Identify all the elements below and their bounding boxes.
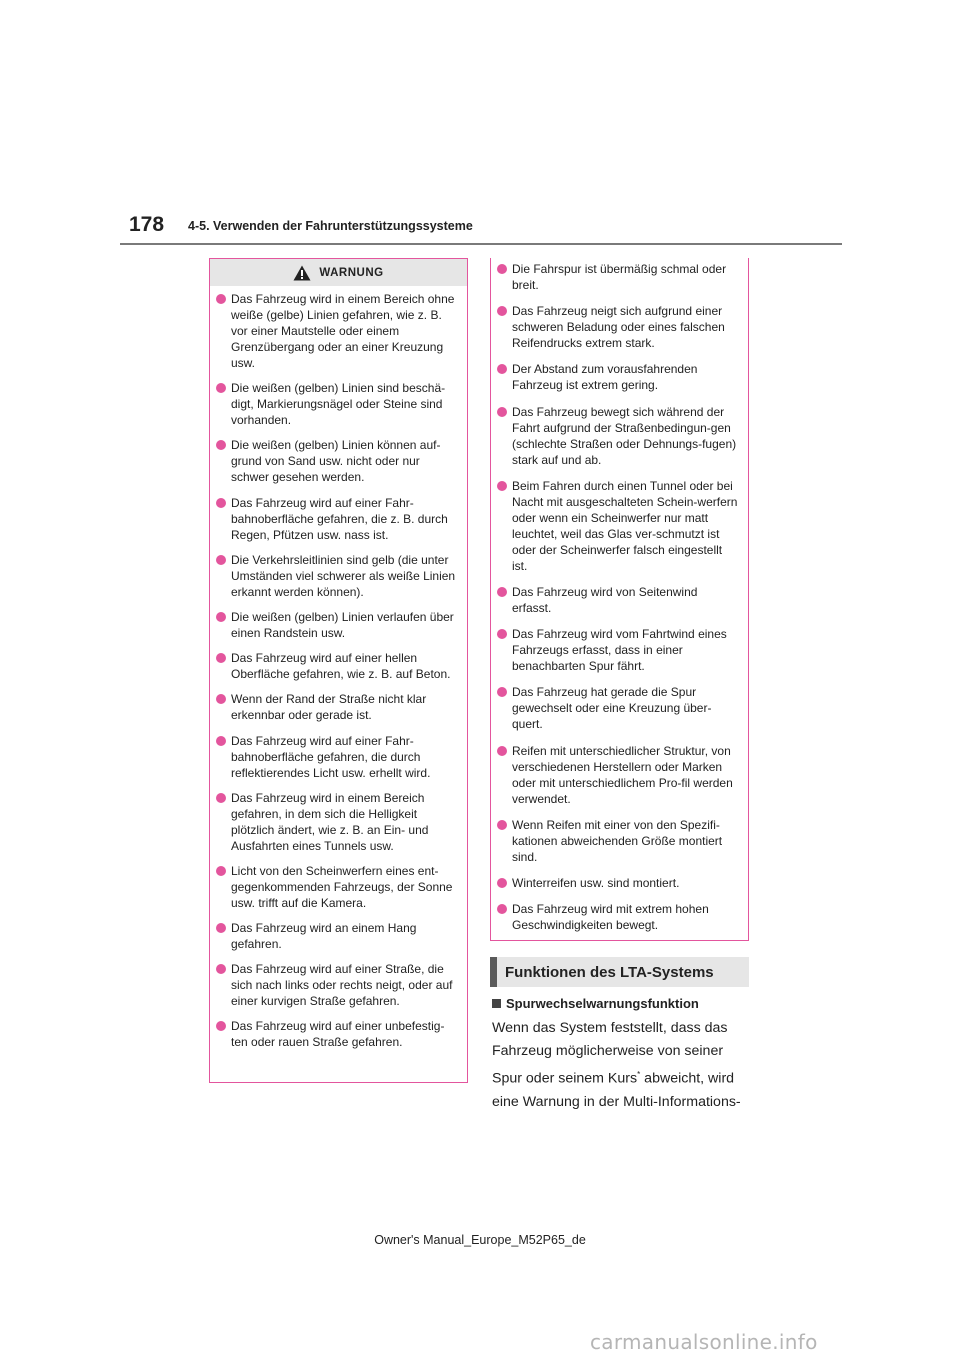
warning-item-text: Die Fahrspur ist übermäßig schmal oder breit. [512, 262, 727, 292]
heading-bar [490, 957, 497, 987]
warning-item [497, 743, 740, 807]
warning-list [210, 286, 467, 1050]
warning-item [497, 303, 740, 351]
warning-item [216, 1018, 459, 1050]
warning-item-text: Licht von den Scheinwerfern eines ent-gegenkommenden Fahrzeugs, der Sonne usw. trifft auf die Kamera. [231, 863, 453, 910]
bullet-dot-icon [497, 264, 507, 274]
warning-item [216, 691, 459, 723]
bullet-dot-icon [216, 612, 226, 622]
warning-item [497, 478, 740, 574]
subheading-text: Spurwechselwarnungsfunktion [506, 996, 699, 1011]
warning-item-text: Reifen mit unterschiedlicher Struktur, von verschiedenen Herstellern oder Marken oder mit unterschiedlichem Pro-fil werden verwendet. [512, 743, 733, 806]
warning-item-text: Die weißen (gelben) Linien können auf-grund von Sand usw. nicht oder nur schwer gesehen werden. [231, 438, 441, 485]
warning-item [216, 961, 459, 1009]
footnote-mark: * [637, 1070, 641, 1079]
bullet-dot-icon [216, 866, 226, 876]
bullet-dot-icon [216, 694, 226, 704]
bullet-dot-icon [497, 629, 507, 639]
warning-item [216, 609, 459, 641]
warning-item [216, 650, 459, 682]
bullet-dot-icon [497, 306, 507, 316]
subheading [492, 996, 699, 1011]
warning-item-text: Das Fahrzeug wird mit extrem hohen Geschwindigkeiten bewegt. [512, 902, 709, 933]
warning-item [216, 291, 459, 371]
bullet-dot-icon [497, 364, 507, 374]
warning-triangle-icon [293, 265, 311, 281]
warning-item [216, 552, 459, 600]
warning-item-text: Das Fahrzeug wird von Seitenwind erfasst. [512, 584, 698, 615]
bullet-dot-icon [497, 904, 507, 914]
section-title: 4-5. Verwenden der Fahrunterstützungssysteme [188, 219, 473, 233]
bullet-dot-icon [216, 736, 226, 746]
warning-item [497, 817, 740, 865]
square-bullet-icon [492, 999, 501, 1008]
warning-item-text: Die weißen (gelben) Linien verlaufen über einen Randstein usw. [231, 609, 454, 640]
watermark: carmanualsonline.info [590, 1330, 818, 1354]
warning-item-text: Das Fahrzeug wird auf einer Fahr-bahnoberfläche gefahren, die durch reflektierendes Licht usw. erhellt wird. [231, 733, 431, 780]
warning-item-text: Beim Fahren durch einen Tunnel oder bei Nacht mit ausgeschalteten Schein-werfern oder wenn ein Scheinwerfer nur matt leuchtet, weil das Glas ver-schmutzt ist oder der Scheinwerfer falsch eingestellt ist. [512, 478, 738, 573]
warning-continued-box [490, 258, 749, 941]
warning-item [216, 495, 459, 543]
warning-item-text: Das Fahrzeug wird auf einer Straße, die sich nach links oder rechts neigt, oder auf einer kurvigen Straße gefahren. [231, 962, 453, 1009]
bullet-dot-icon [216, 383, 226, 393]
bullet-dot-icon [497, 481, 507, 491]
warning-item-text: Das Fahrzeug wird auf einer unbefestig-ten oder rauen Straße gefahren. [231, 1019, 445, 1050]
warning-item-text: Das Fahrzeug wird an einem Hang gefahren. [231, 921, 417, 952]
warning-item [497, 261, 740, 293]
bullet-dot-icon [216, 923, 226, 933]
bullet-dot-icon [216, 653, 226, 663]
bullet-dot-icon [216, 555, 226, 565]
bullet-dot-icon [497, 878, 507, 888]
bullet-dot-icon [216, 793, 226, 803]
bullet-dot-icon [497, 820, 507, 830]
page-number: 178 [129, 213, 165, 236]
body-text-start: Wenn das System feststellt, dass das Fahrzeug möglicherweise von seiner Spur oder seinem Kurs [492, 1020, 728, 1087]
warning-item [497, 404, 740, 468]
bullet-dot-icon [216, 1021, 226, 1031]
warning-item-text: Das Fahrzeug neigt sich aufgrund einer schweren Beladung oder eines falschen Reifendrucks extrem stark. [512, 304, 725, 351]
warning-item-text: Winterreifen usw. sind montiert. [512, 875, 680, 890]
bullet-dot-icon [216, 498, 226, 508]
body-paragraph [492, 1017, 750, 1114]
warning-item-text: Der Abstand zum vorausfahrenden Fahrzeug ist extrem gering. [512, 362, 698, 393]
warning-item-text: Die Verkehrsleitlinien sind gelb (die unter Umständen viel schwerer als weiße Linien erkannt werden können). [231, 552, 456, 599]
bullet-dot-icon [216, 294, 226, 304]
functions-heading-text: Funktionen des LTA-Systems [505, 963, 714, 981]
warning-header [210, 259, 467, 286]
warning-item [497, 584, 740, 616]
functions-heading [490, 957, 749, 987]
bullet-dot-icon [497, 687, 507, 697]
warning-item [497, 626, 740, 674]
warning-item [216, 920, 459, 952]
warning-item-text: Die weißen (gelben) Linien sind beschä-digt, Markierungsnägel oder Steine sind vorhanden. [231, 381, 446, 428]
header-rule [120, 243, 842, 245]
warning-item-text: Wenn Reifen mit einer von den Spezifi-kationen abweichenden Größe montiert sind. [512, 817, 723, 864]
bullet-dot-icon [497, 407, 507, 417]
warning-item-text: Das Fahrzeug wird in einem Bereich gefahren, in dem sich die Helligkeit plötzlich ändert, wie z. B. an Ein- und Ausfahrten eines Tunnels usw. [231, 790, 429, 853]
warning-item-text: Das Fahrzeug wird auf einer hellen Oberfläche gefahren, wie z. B. auf Beton. [231, 651, 451, 682]
warning-item-text: Das Fahrzeug wird in einem Bereich ohne weiße (gelbe) Linien gefahren, wie z. B. vor einer Mautstelle oder einem Grenzübergang oder an einer Kreuzung usw. [231, 292, 455, 370]
warning-item [216, 733, 459, 781]
body-text-end: abweicht, wird eine Warnung in der Multi-Informations- [492, 1070, 741, 1110]
footer-text: Owner's Manual_Europe_M52P65_de [374, 1233, 586, 1247]
warning-item [216, 380, 459, 428]
warning-box [209, 258, 468, 1083]
warning-item-text: Das Fahrzeug hat gerade die Spur gewechselt oder eine Kreuzung über-quert. [512, 685, 712, 732]
bullet-dot-icon [216, 440, 226, 450]
warning-item-text: Wenn der Rand der Straße nicht klar erkennbar oder gerade ist. [231, 692, 427, 723]
warning-item-text: Das Fahrzeug bewegt sich während der Fahrt aufgrund der Straßenbedingun-gen (schlechte Straßen oder Dehnungs-fugen) stark auf und ab. [512, 404, 737, 467]
warning-title: WARNUNG [319, 266, 384, 279]
warning-continued-list [491, 258, 748, 933]
bullet-dot-icon [497, 746, 507, 756]
warning-item [497, 875, 740, 891]
bullet-dot-icon [216, 964, 226, 974]
bullet-dot-icon [497, 587, 507, 597]
warning-item [216, 790, 459, 854]
warning-item [497, 901, 740, 933]
warning-item [216, 863, 459, 911]
warning-item [497, 361, 740, 393]
warning-item [497, 684, 740, 732]
warning-item [216, 437, 459, 485]
warning-item-text: Das Fahrzeug wird vom Fahrtwind eines Fahrzeugs erfasst, dass in einer benachbarten Spur fährt. [512, 627, 727, 674]
warning-item-text: Das Fahrzeug wird auf einer Fahr-bahnoberfläche gefahren, die z. B. durch Regen, Pfützen usw. nass ist. [231, 495, 448, 542]
